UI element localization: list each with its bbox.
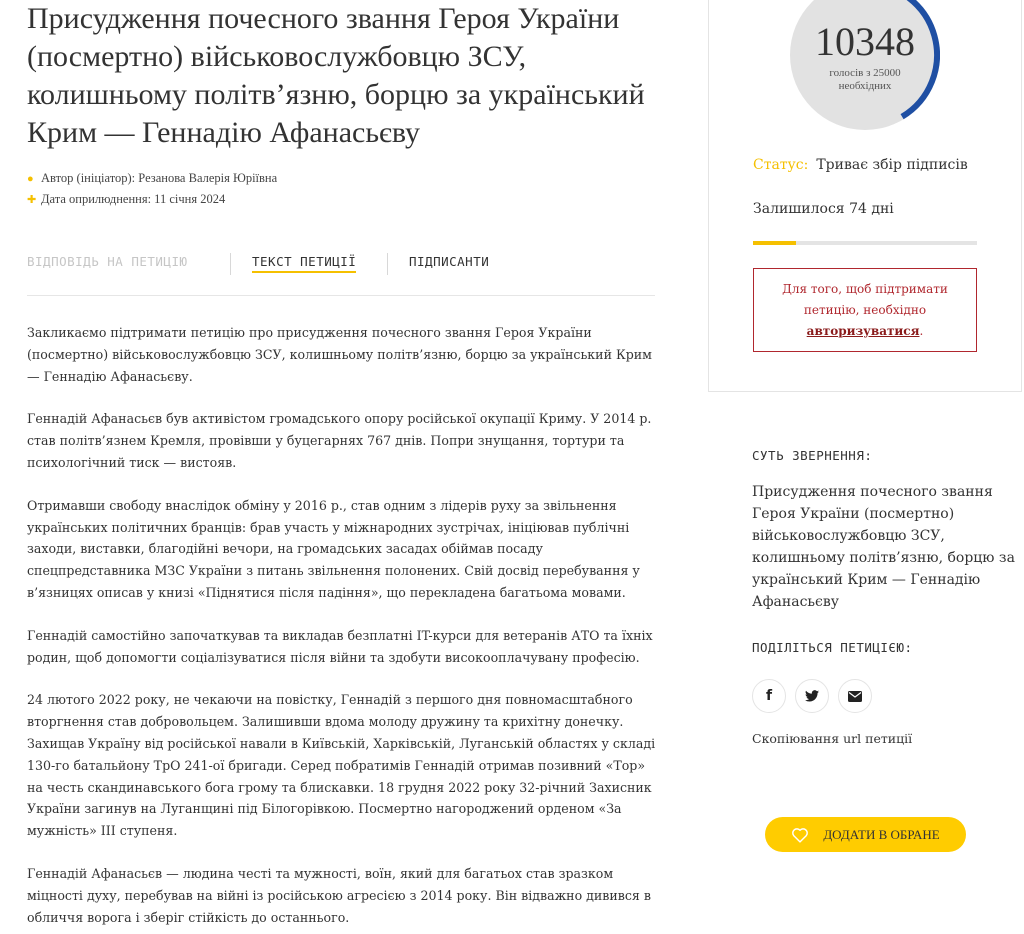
share-twitter-button[interactable] xyxy=(795,679,829,713)
vote-caption: голосів з 25000 необхідних xyxy=(829,67,901,92)
plus-icon: ✚ xyxy=(27,194,37,206)
envelope-icon xyxy=(848,691,862,702)
author-text: Автор (ініціатор): Резанова Валерія Юріївна xyxy=(41,171,278,185)
author-line xyxy=(27,171,277,186)
time-progress-fill xyxy=(753,241,796,245)
body-paragraph: Геннадій Афанасьєв — людина честі та мужності, воїн, який для багатьох став зразком міцності духу, перебував на війні із російською агресією з 2014 року. Він відважно дивився в обличчя ворога і зберіг стійкість до останнього. xyxy=(27,865,651,925)
body-paragraph: Геннадій Афанасьєв був активістом громадського опору російської окупації Криму. У 2014 р. став політв’язнем Кремля, провівши у буцегарнях 767 днів. Попри знущання, тортури та психологічний тиск — вистояв. xyxy=(27,411,652,470)
tab-response[interactable]: ВІДПОВІДЬ НА ПЕТИЦІЮ xyxy=(27,254,188,269)
time-progress-bar xyxy=(753,241,977,245)
copy-url-link[interactable]: Скопіювання url петиції xyxy=(752,731,913,746)
facebook-icon: f xyxy=(765,688,773,704)
body-paragraph: Закликаємо підтримати петицію про присудження почесного звання Героя України (посмертно) військовослужбовцю ЗСУ, колишньому політв’язню, борцю за український Крим — Геннадію Афанасьєву. xyxy=(27,325,652,384)
auth-suffix: . xyxy=(919,324,924,338)
add-to-favorites-label: ДОДАТИ В ОБРАНЕ xyxy=(823,826,940,842)
body-paragraph: 24 лютого 2022 року, не чекаючи на повістку, Геннадій з першого дня повномасштабного вторгнення став добровольцем. Залишивши вдома молоду дружину та крихітну донечку. Захищав Україну від російської навали в Київській, Харківській, Луганській областях у складі 130-го батальйону ТрО 241-ої бригади. Серед побратимів Геннадій отримав позивний «Тор» на честь скандинавського бога грому та блискавки. 18 грудня 2022 року 32-річний Захисник України загинув на Луганщині під Білогорівкою. Посмертно нагороджений орденом «За мужність» III ступеня. xyxy=(27,692,656,839)
days-remaining: Залишилося 74 дні xyxy=(753,201,894,217)
date-text: Дата оприлюднення: 11 січня 2024 xyxy=(41,192,226,206)
status-label: Статус: xyxy=(753,157,809,173)
share-heading: ПОДІЛІТЬСЯ ПЕТИЦІЄЮ: xyxy=(752,640,913,655)
petition-title: Присудження почесного звання Героя України (посмертно) військовослужбовцю ЗСУ, колишньому політв’язню, борцю за український Крим — Геннадію Афанасьєву xyxy=(27,2,645,149)
login-link[interactable]: авторизуватися xyxy=(806,324,920,338)
tab-divider xyxy=(387,253,388,275)
add-to-favorites-button[interactable] xyxy=(765,817,966,852)
auth-notice xyxy=(753,268,977,352)
tab-petition-text[interactable]: ТЕКСТ ПЕТИЦІЇ xyxy=(252,254,356,273)
twitter-icon xyxy=(805,690,819,702)
heart-icon xyxy=(791,827,809,843)
petition-body xyxy=(27,322,657,934)
tab-divider xyxy=(230,253,231,275)
status-value: Триває збір підписів xyxy=(816,157,968,173)
user-icon: ● xyxy=(27,173,34,185)
vote-count: 10348 xyxy=(815,19,915,64)
status-line xyxy=(753,157,968,173)
summary-heading: СУТЬ ЗВЕРНЕННЯ: xyxy=(752,448,873,463)
share-email-button[interactable] xyxy=(838,679,872,713)
tab-signers[interactable]: ПІДПИСАНТИ xyxy=(409,254,490,269)
share-facebook-button[interactable] xyxy=(752,679,786,713)
date-line xyxy=(27,192,225,207)
summary-text: Присудження почесного звання Героя України (посмертно) військовослужбовцю ЗСУ, колишньому політв’язню, борцю за український Крим — Геннадію Афанасьєву xyxy=(752,484,1015,610)
petition-tabs xyxy=(27,254,655,296)
body-paragraph: Геннадій самостійно започаткував та викладав безплатні IT-курси для ветеранів АТО та їхніх родин, щоб допомогти соціалізуватися після війни та здобути високооплачувану професію. xyxy=(27,627,653,665)
body-paragraph: Отримавши свободу внаслідок обміну у 2016 р., став одним з лідерів руху за звільнення українських політичних бранців: брав участь у міжнародних зустрічах, ініціював публічні заходи, виставки, благодійні вечори, на громадських засадах обіймав посаду спецпредставника МЗС України з питань звільнення полонених. Свій досвід перебування у в’язницях описав у книзі «Піднятися після падіння», що перекладена багатьома мовами. xyxy=(27,497,640,600)
auth-text: Для того, щоб підтримати петицію, необхідно xyxy=(782,282,948,317)
